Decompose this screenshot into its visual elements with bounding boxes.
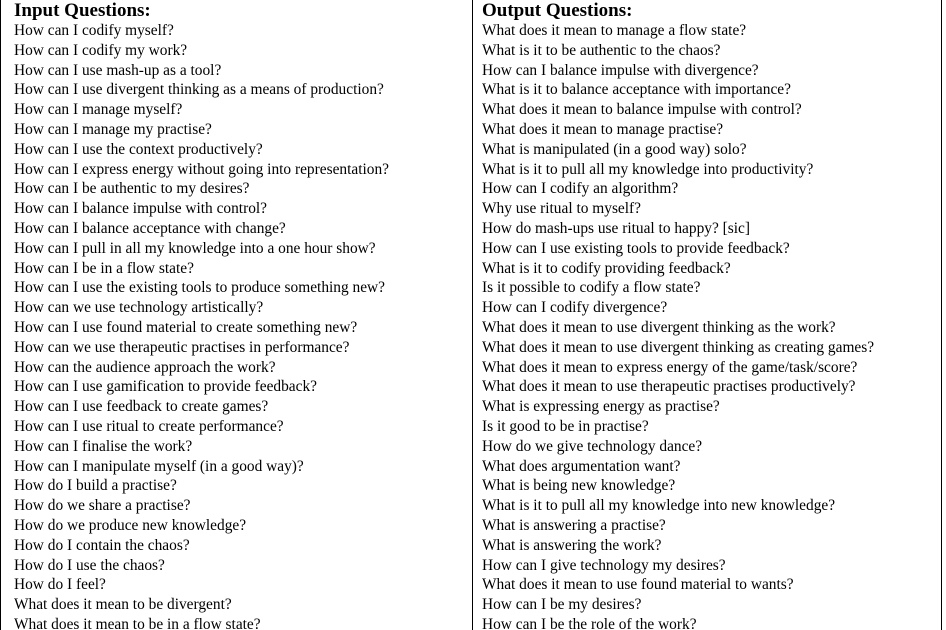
output-question: What is it to codify providing feedback? bbox=[482, 259, 731, 277]
output-question: How do we give technology dance? bbox=[482, 437, 703, 455]
output-question: What does it mean to use divergent thinking as the work? bbox=[482, 318, 836, 336]
output-question: Why use ritual to myself? bbox=[482, 200, 641, 218]
input-question: How can I manage myself? bbox=[14, 101, 183, 119]
output-question: What is it to pull all my knowledge into productivity? bbox=[482, 160, 814, 178]
output-question: How can I give technology my desires? bbox=[482, 556, 726, 574]
input-question: How can I be in a flow state? bbox=[14, 259, 194, 277]
output-question: What does it mean to use therapeutic practises productively? bbox=[482, 378, 856, 396]
output-question: How can I be my desires? bbox=[482, 596, 642, 614]
output-questions-column bbox=[482, 0, 940, 630]
output-question: What is expressing energy as practise? bbox=[482, 398, 720, 416]
output-question: How can I codify divergence? bbox=[482, 299, 668, 317]
input-question: How can we use technology artistically? bbox=[14, 299, 264, 317]
input-question: How can I use mash-up as a tool? bbox=[14, 61, 222, 79]
input-question: How can I manipulate myself (in a good way)? bbox=[14, 457, 304, 475]
output-question: What does it mean to use found material to wants? bbox=[482, 576, 794, 594]
input-question: How can I finalise the work? bbox=[14, 437, 193, 455]
table-left-border bbox=[0, 0, 1, 630]
output-question: What is it to be authentic to the chaos? bbox=[482, 41, 721, 59]
output-question: What is answering a practise? bbox=[482, 516, 666, 534]
output-question: What is it to pull all my knowledge into new knowledge? bbox=[482, 497, 836, 515]
output-question: How can I balance impulse with divergence? bbox=[482, 61, 759, 79]
input-questions-list bbox=[14, 21, 466, 630]
table-right-border bbox=[941, 0, 942, 630]
output-questions-list bbox=[482, 21, 940, 630]
input-question: How can I use ritual to create performance? bbox=[14, 417, 284, 435]
input-question: How do I use the chaos? bbox=[14, 556, 165, 574]
input-question: How can I use gamification to provide feedback? bbox=[14, 378, 317, 396]
output-question: What is it to balance acceptance with importance? bbox=[482, 81, 791, 99]
input-question: How can we use therapeutic practises in performance? bbox=[14, 338, 350, 356]
output-question: What does it mean to manage a flow state? bbox=[482, 22, 747, 39]
input-question: How do I feel? bbox=[14, 576, 106, 594]
input-questions-header: Input Questions: bbox=[14, 0, 151, 21]
input-question: How can I manage my practise? bbox=[14, 120, 212, 138]
input-question: What does it mean to be in a flow state? bbox=[14, 615, 261, 630]
input-question: How can I balance impulse with control? bbox=[14, 200, 268, 218]
output-question: What does it mean to balance impulse with control? bbox=[482, 101, 802, 119]
output-question: How can I use existing tools to provide feedback? bbox=[482, 239, 790, 257]
column-divider bbox=[472, 0, 473, 630]
input-question: How can I express energy without going into representation? bbox=[14, 160, 389, 178]
output-question: What does it mean to express energy of the game/task/score? bbox=[482, 358, 858, 376]
input-question: How can I codify myself? bbox=[14, 22, 174, 39]
output-question: Is it possible to codify a flow state? bbox=[482, 279, 701, 297]
input-question: How can the audience approach the work? bbox=[14, 358, 276, 376]
output-question: What does it mean to use divergent thinking as creating games? bbox=[482, 338, 875, 356]
output-question: Is it good to be in practise? bbox=[482, 417, 649, 435]
input-question: How can I be authentic to my desires? bbox=[14, 180, 250, 198]
input-question: How can I use the existing tools to produce something new? bbox=[14, 279, 386, 297]
input-question: What does it mean to be divergent? bbox=[14, 596, 232, 614]
input-questions-column bbox=[14, 0, 466, 630]
input-question: How do we produce new knowledge? bbox=[14, 516, 247, 534]
input-question: How do we share a practise? bbox=[14, 497, 191, 515]
input-question: How can I pull in all my knowledge into a one hour show? bbox=[14, 239, 376, 257]
input-question: How can I use feedback to create games? bbox=[14, 398, 269, 416]
output-question: What is answering the work? bbox=[482, 536, 662, 554]
input-question: How can I codify my work? bbox=[14, 41, 188, 59]
input-question: How can I use divergent thinking as a means of production? bbox=[14, 81, 384, 99]
input-question: How can I balance acceptance with change? bbox=[14, 219, 286, 237]
output-question: How can I codify an algorithm? bbox=[482, 180, 679, 198]
output-question: What is manipulated (in a good way) solo? bbox=[482, 140, 747, 158]
output-question: What does argumentation want? bbox=[482, 457, 681, 475]
input-question: How can I use found material to create something new? bbox=[14, 318, 358, 336]
input-question: How do I build a practise? bbox=[14, 477, 177, 495]
output-question: What does it mean to manage practise? bbox=[482, 120, 724, 138]
output-question: What is being new knowledge? bbox=[482, 477, 676, 495]
output-question: How do mash-ups use ritual to happy? [sic] bbox=[482, 219, 750, 237]
output-question: How can I be the role of the work? bbox=[482, 615, 697, 630]
output-questions-header: Output Questions: bbox=[482, 0, 633, 21]
input-question: How can I use the context productively? bbox=[14, 140, 263, 158]
input-question: How do I contain the chaos? bbox=[14, 536, 190, 554]
